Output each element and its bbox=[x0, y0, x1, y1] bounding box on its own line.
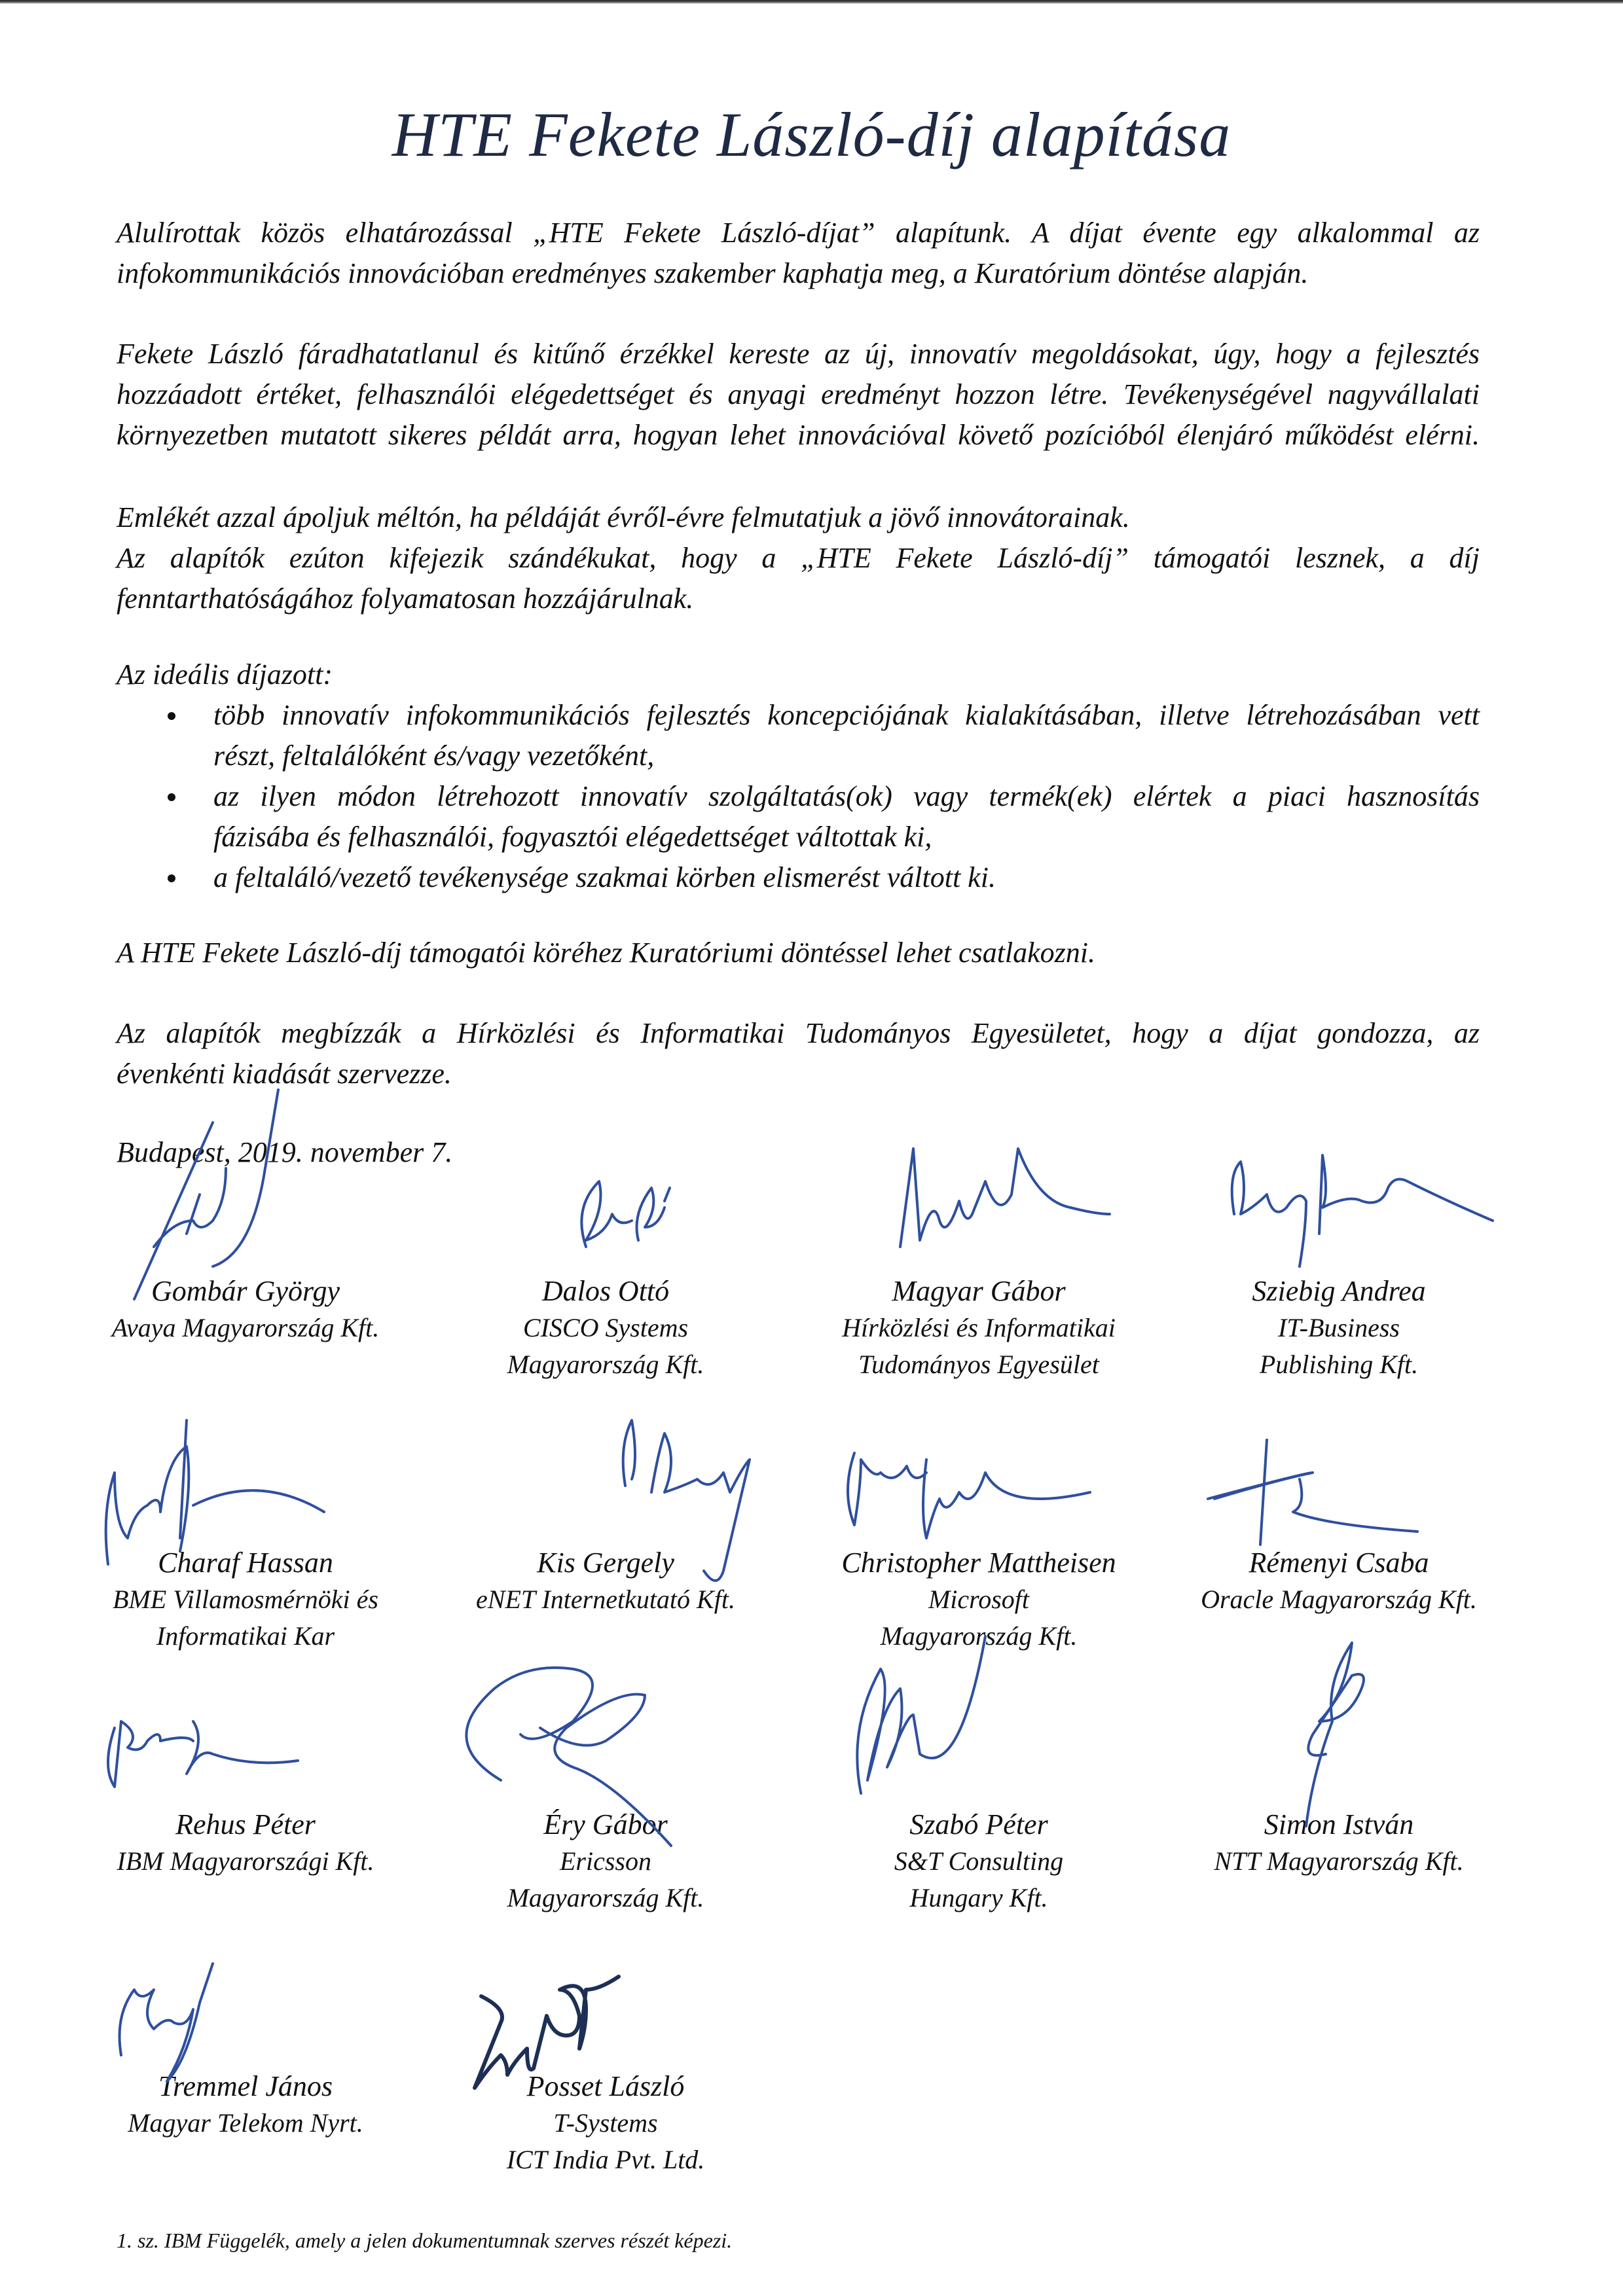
text-line: A HTE Fekete László-díj támogatói köréhez Kuratóriumi döntéssel lehet csatlakozni. bbox=[117, 937, 1096, 969]
signature-stroke bbox=[581, 1181, 632, 1247]
paragraph-about-fekete bbox=[117, 334, 1480, 456]
ideal-criteria-list bbox=[117, 695, 1480, 898]
bullet-icon bbox=[168, 793, 175, 801]
signatory-name: Dalos Ottó bbox=[541, 1275, 670, 1307]
signatory-organization: Informatikai Kar bbox=[156, 1621, 335, 1651]
text-line: környezetben mutatott sikeres példát arra, hogyan lehet innovációval követő pozícióból élenjáró működést elérni. bbox=[117, 419, 1480, 451]
signature-stroke bbox=[1232, 1155, 1493, 1266]
signatory-organization: eNET Internetkutató Kft. bbox=[476, 1585, 735, 1614]
text-line: Az alapítók ezúton kifejezik szándékukat, hogy a „HTE Fekete László-díj” támogatói lesznek, a díj bbox=[117, 542, 1480, 574]
bullet-icon bbox=[168, 874, 175, 882]
scan-top-edge bbox=[0, 0, 1623, 4]
signatory-name: Christopher Mattheisen bbox=[841, 1547, 1116, 1579]
signature-block bbox=[62, 1545, 429, 1655]
text-line: több innovatív infokommunikációs fejlesztés koncepciójának kialakításában, illetve létrehozásában vett bbox=[213, 699, 1480, 731]
ideal-heading bbox=[117, 655, 1480, 695]
signature-block bbox=[422, 1545, 789, 1618]
text-line: részt, feltalálóként és/vagy vezetőként, bbox=[213, 740, 655, 772]
signature-block bbox=[62, 2068, 429, 2142]
signatory-organization: Magyarország Kft. bbox=[507, 1883, 704, 1912]
handwritten-signature bbox=[422, 1806, 789, 1807]
paragraph-mandate bbox=[117, 1013, 1480, 1094]
signatory-name: Magyar Gábor bbox=[892, 1275, 1066, 1307]
signatory-organization: T-Systems bbox=[553, 2108, 658, 2138]
paragraph-founding bbox=[117, 213, 1480, 294]
signatory-name: Gombár György bbox=[151, 1275, 340, 1307]
text-line: fenntarthatóságához folyamatosan hozzájárulnak. bbox=[117, 583, 694, 615]
signature-stroke bbox=[106, 1420, 324, 1564]
place-and-date: Budapest, 2019. november 7. bbox=[117, 1136, 453, 1168]
text-line: Fekete László fáradhatatlanul és kitűnő érzékkel kereste az új, innovatív megoldásokat, úgy, hogy a fejlesztés bbox=[117, 338, 1480, 370]
signatory-organization: Oracle Magyarország Kft. bbox=[1201, 1585, 1477, 1614]
text-line: infokommunikációs innovációban eredményes szakember kaphatja meg, a Kuratórium döntése alapján. bbox=[117, 257, 1309, 289]
list-item bbox=[117, 857, 1480, 898]
handwritten-signature bbox=[795, 1273, 1162, 1274]
signature-stroke bbox=[120, 1964, 213, 2081]
signature-block bbox=[1156, 1806, 1522, 1880]
signature-block bbox=[422, 1273, 789, 1383]
signature-stroke bbox=[1208, 1440, 1417, 1545]
signature-block bbox=[422, 2068, 789, 2178]
signature-block bbox=[1156, 1273, 1522, 1383]
signature-block bbox=[422, 1806, 789, 1916]
signature-stroke bbox=[900, 1149, 1110, 1247]
paragraph-memory bbox=[117, 497, 1480, 619]
signatory-name: Tremmel János bbox=[158, 2070, 333, 2102]
signatory-organization: CISCO Systems bbox=[522, 1313, 689, 1342]
text-line: hozzáadott értéket, felhasználói elégedettséget és anyagi eredményt hozzon létre. Tevékenységével nagyvállalati bbox=[117, 378, 1480, 410]
signature-stroke bbox=[848, 1453, 1090, 1538]
signature-block bbox=[62, 1806, 429, 1880]
signatory-name: Posset László bbox=[526, 2070, 685, 2102]
signatory-organization: BME Villamosmérnöki és bbox=[113, 1585, 378, 1614]
signatory-organization: Avaya Magyarország Kft. bbox=[111, 1313, 380, 1342]
signature-block bbox=[1156, 1545, 1522, 1618]
signature-block bbox=[62, 1273, 429, 1346]
signatory-organization: Magyar Telekom Nyrt. bbox=[128, 2108, 363, 2138]
signature-block bbox=[795, 1545, 1162, 1655]
signatory-name: Rémenyi Csaba bbox=[1249, 1547, 1429, 1579]
signatory-organization: Magyarország Kft. bbox=[880, 1621, 1078, 1651]
handwritten-signature bbox=[62, 1806, 429, 1807]
list-item bbox=[117, 776, 1480, 857]
signatory-name: Charaf Hassan bbox=[158, 1547, 333, 1579]
handwritten-signature bbox=[62, 2068, 429, 2069]
signature-stroke bbox=[108, 1721, 298, 1787]
paragraph-joining bbox=[117, 933, 1480, 973]
text-line: az ilyen módon létrehozott innovatív szolgáltatás(ok) vagy termék(ek) elértek a piaci hasznosítás bbox=[213, 780, 1480, 812]
signatory-organization: IT-Business bbox=[1278, 1313, 1400, 1342]
text-line: Alulírottak közös elhatározással „HTE Fekete László-díjat” alapítunk. A díjat évente egy alkalommal az bbox=[117, 217, 1480, 249]
signatory-organization: NTT Magyarország Kft. bbox=[1214, 1846, 1464, 1876]
signatory-name: Szabó Péter bbox=[909, 1808, 1048, 1840]
signature-block bbox=[795, 1806, 1162, 1916]
signatory-organization: Ericsson bbox=[560, 1846, 651, 1876]
document-title: HTE Fekete László-díj alapítása bbox=[392, 99, 1231, 170]
bullet-icon bbox=[168, 712, 175, 720]
signature-stroke bbox=[637, 1188, 670, 1240]
signatory-organization: Publishing Kft. bbox=[1259, 1350, 1419, 1379]
signatory-organization: S&T Consulting bbox=[894, 1846, 1064, 1876]
signatory-name: Simon István bbox=[1264, 1808, 1414, 1840]
signature-stroke bbox=[857, 1636, 985, 1793]
handwritten-signature bbox=[1156, 1273, 1522, 1274]
handwritten-signature bbox=[62, 1273, 429, 1274]
text-line: fázisába és felhasználói, fogyasztói elégedettséget váltottak ki, bbox=[213, 821, 932, 853]
footnote: 1. sz. IBM Függelék, amely a jelen dokumentumnak szerves részét képezi. bbox=[117, 2229, 733, 2252]
handwritten-signature bbox=[1156, 1806, 1522, 1807]
signatory-name: Sziebig Andrea bbox=[1252, 1275, 1426, 1307]
signatory-organization: Magyarország Kft. bbox=[507, 1350, 704, 1379]
text-line: Az ideális díjazott: bbox=[117, 658, 333, 691]
signature-block bbox=[795, 1273, 1162, 1383]
signatory-organization: ICT India Pvt. Ltd. bbox=[506, 2145, 705, 2174]
text-line: a feltaláló/vezető tevékenysége szakmai körben elismerést váltott ki. bbox=[213, 861, 996, 893]
text-line: évenkénti kiadását szervezze. bbox=[117, 1058, 452, 1090]
signatory-organization: Hungary Kft. bbox=[909, 1883, 1048, 1912]
handwritten-signature bbox=[422, 2068, 789, 2069]
signatory-organization: Microsoft bbox=[928, 1585, 1030, 1614]
signature-stroke bbox=[154, 1168, 226, 1247]
text-line: Emlékét azzal ápoljuk méltón, ha példáját évről-évre felmutatjuk a jövő innovátorainak. bbox=[117, 501, 1130, 533]
handwritten-signature bbox=[422, 1273, 789, 1274]
signatory-name: Éry Gábor bbox=[543, 1808, 668, 1840]
signatory-organization: IBM Magyarországi Kft. bbox=[117, 1846, 374, 1876]
signature-stroke bbox=[1306, 1643, 1364, 1826]
signatory-name: Kis Gergely bbox=[537, 1547, 674, 1579]
handwritten-signature bbox=[795, 1806, 1162, 1807]
signatory-organization: Hírközlési és Informatikai bbox=[842, 1313, 1116, 1342]
signatory-name: Rehus Péter bbox=[175, 1808, 316, 1840]
signature-stroke bbox=[134, 1090, 278, 1299]
text-line: Az alapítók megbízzák a Hírközlési és Informatikai Tudományos Egyesületet, hogy a díjat gondozza, az bbox=[117, 1017, 1480, 1049]
list-item bbox=[117, 695, 1480, 776]
signatory-organization: Tudományos Egyesület bbox=[858, 1350, 1099, 1379]
